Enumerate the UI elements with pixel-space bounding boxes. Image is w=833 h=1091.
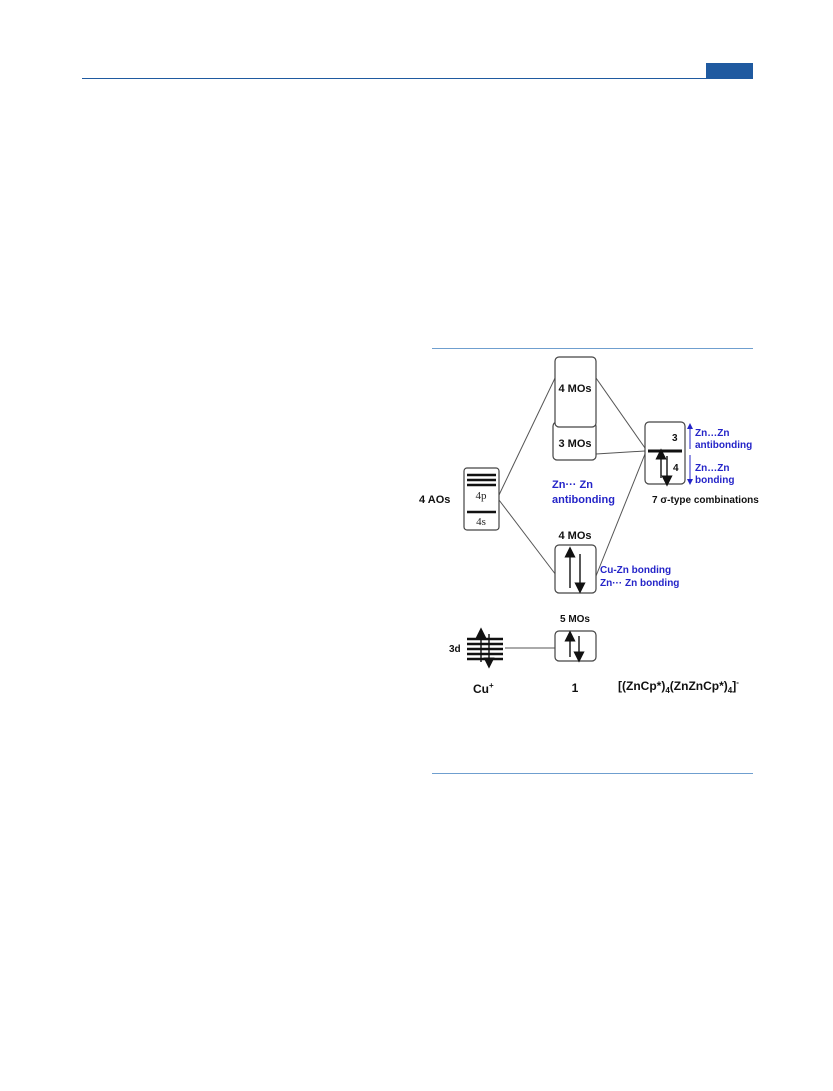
- right-antibonding-line1: Zn…Zn: [695, 428, 730, 439]
- upper-mo-stack: [553, 357, 596, 460]
- sigma-combinations-caption: 7 σ-type combinations: [652, 495, 759, 506]
- right-bonding-line1: Zn…Zn: [695, 463, 730, 474]
- upper-3mos-label: 3 MOs: [558, 438, 592, 450]
- upper-4mos-label: 4 MOs: [558, 383, 592, 395]
- line-bonding-to-right: [596, 454, 645, 576]
- zn-zn-antibonding-line2: antibonding: [552, 494, 615, 506]
- bonding-count: 4: [673, 463, 679, 474]
- right-antibonding-line2: antibonding: [695, 440, 753, 451]
- cu-zn-bonding-label: Cu-Zn bonding: [600, 565, 672, 576]
- line-ao-to-upper-mos: [499, 376, 556, 495]
- right-combination-box: [645, 422, 685, 484]
- line-ao-to-bonding-mos: [499, 500, 556, 575]
- ao-4s-label: 4s: [476, 516, 486, 528]
- ao-count-label: 4 AOs: [419, 494, 451, 506]
- 3d-orbital-stack: [467, 633, 503, 663]
- bonding-4mos-label: 4 MOs: [558, 530, 592, 542]
- antibonding-count: 3: [672, 433, 678, 444]
- ao-4p-label: 4p: [475, 490, 487, 502]
- right-bonding-line2: bonding: [695, 475, 735, 486]
- bonding-mo-box: [555, 545, 596, 593]
- zn-zn-antibonding-line1: Zn··· Zn: [552, 479, 593, 491]
- d-mo-box: [555, 631, 596, 661]
- 3d-label: 3d: [449, 644, 461, 655]
- cu-plus-label: Cu+: [473, 681, 494, 696]
- compound-number-label: 1: [571, 681, 579, 695]
- zn-zn-bonding-label: Zn··· Zn bonding: [600, 578, 680, 589]
- line-3mos-to-right: [596, 451, 645, 454]
- d-5mos-label: 5 MOs: [559, 614, 591, 625]
- line-upper-to-right: [596, 378, 645, 448]
- compound-formula-label: $[(ZnCp*)_4(ZnZnCp*)_4]^-$: [618, 678, 739, 695]
- ao-box: [464, 468, 499, 530]
